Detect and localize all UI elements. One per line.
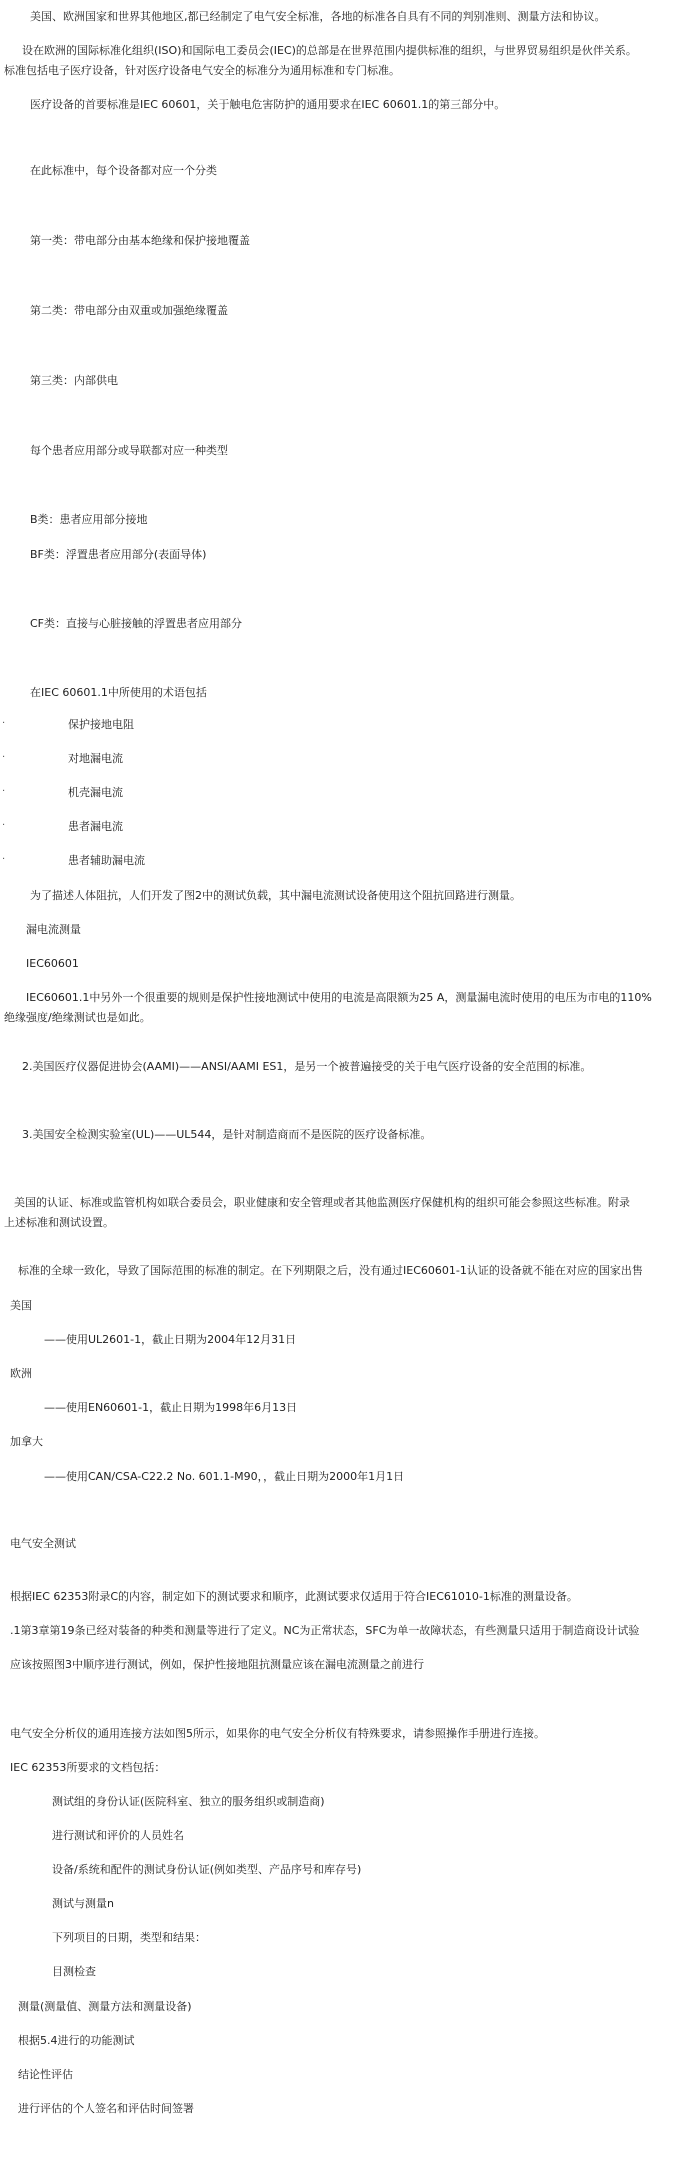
paragraph-us-agencies-line1: 美国的认证、标准或监管机构如联合委员会，职业健康和安全管理或者其他监测医疗保健机构的组织可能会参照这些标准。附录 [14,1196,630,1209]
list-bullet: · [2,854,6,865]
list-item: 保护接地电阻 [68,718,134,731]
paragraph-class-intro: 在此标准中，每个设备都对应一个分类 [30,164,217,177]
list-item: 下列项目的日期，类型和结果： [52,1931,206,1944]
list-item: 根据5.4进行的功能测试 [18,2034,135,2047]
paragraph-iec-rule-line1: IEC60601.1中另外一个很重要的规则是保护性接地测试中使用的电流是高限额为25 A，测量漏电流时使用的电压为市电的110% [26,991,652,1004]
list-item: 目测检查 [52,1965,96,1978]
heading-electrical-safety-test: 电气安全测试 [10,1537,76,1550]
paragraph-aami: 2.美国医疗仪器促进协会(AAMI)——ANSI/AAMI ES1，是另一个被普遍接受的关于电气医疗设备的安全范围的标准。 [22,1060,592,1073]
list-item: 机壳漏电流 [68,786,123,799]
paragraph-iec-rule-line2: 绝缘强度/绝缘测试也是如此。 [4,1011,151,1024]
list-item: 患者漏电流 [68,820,123,833]
list-bullet: · [2,786,6,797]
list-item: 测量(测量值、测量方法和测量设备) [18,2000,192,2013]
class-one: 第一类：带电部分由基本绝缘和保护接地覆盖 [30,234,250,247]
list-item: 测试与测量n [52,1897,114,1910]
paragraph-patient-types: 每个患者应用部分或导联都对应一种类型 [30,444,228,457]
paragraph-standards-intro: 美国、欧洲国家和世界其他地区,都已经制定了电气安全标准，各地的标准各自具有不同的判别准则、测量方法和协议。 [30,10,606,23]
label-iec60601: IEC60601 [26,957,79,970]
paragraph-definitions-line2: 应该按照图3中顺序进行测试，例如，保护性接地阻抗测量应该在漏电流测量之前进行 [10,1658,424,1671]
region-eu: 欧洲 [10,1367,32,1380]
paragraph-iso-iec-line2: 标准包括电子医疗设备，针对医疗设备电气安全的标准分为通用标准和专门标准。 [4,64,400,77]
class-two: 第二类：带电部分由双重或加强绝缘覆盖 [30,304,228,317]
list-bullet: · [2,718,6,729]
class-three: 第三类：内部供电 [30,374,118,387]
deadline-ca: ——使用CAN/CSA-C22.2 No. 601.1-M90，，截止日期为2000年1月1日 [44,1470,405,1483]
type-cf: CF类：直接与心脏接触的浮置患者应用部分 [30,617,243,630]
type-b: B类：患者应用部分接地 [30,513,148,526]
list-item: 设备/系统和配件的测试身份认证(例如类型、产品序号和库存号) [52,1863,362,1876]
region-us: 美国 [10,1299,32,1312]
label-leakage-measure: 漏电流测量 [26,923,81,936]
list-item: 患者辅助漏电流 [68,854,145,867]
paragraph-globalization: 标准的全球一致化，导致了国际范围的标准的制定。在下列期限之后，没有通过IEC60601-1认证的设备就不能在对应的国家出售 [18,1264,643,1277]
region-ca: 加拿大 [10,1435,43,1448]
list-item: 对地漏电流 [68,752,123,765]
paragraph-definitions-line1: .1第3章第19条已经对装备的种类和测量等进行了定义。NC为正常状态，SFC为单一故障状态，有些测量只适用于制造商设计试验 [10,1624,640,1637]
deadline-us: ——使用UL2601-1，截止日期为2004年12月31日 [44,1333,297,1346]
list-item: 进行评估的个人签名和评估时间签署 [18,2102,194,2115]
paragraph-connection: 电气安全分析仪的通用连接方法如图5所示，如果你的电气安全分析仪有特殊要求，请参照操作手册进行连接。 [10,1727,545,1740]
paragraph-ul: 3.美国安全检测实验室(UL)——UL544，是针对制造商而不是医院的医疗设备标准。 [22,1128,432,1141]
deadline-eu: ——使用EN60601-1，截止日期为1998年6月13日 [44,1401,298,1414]
list-bullet: · [2,752,6,763]
paragraph-doc-requirements: IEC 62353所要求的文档包括： [10,1761,166,1774]
paragraph-us-agencies-line2: 上述标准和测试设置。 [4,1216,114,1229]
paragraph-iec62353-appendix: 根据IEC 62353附录C的内容，制定如下的测试要求和顺序，此测试要求仅适用于符合IEC61010-1标准的测量设备。 [10,1590,578,1603]
list-item: 测试组的身份认证(医院科室、独立的服务组织或制造商) [52,1795,325,1808]
paragraph-iso-iec-line1: 设在欧洲的国际标准化组织(ISO)和国际电工委员会(IEC)的总部是在世界范围内提供标准的组织，与世界贸易组织是伙伴关系。 [22,44,637,57]
paragraph-impedance: 为了描述人体阻抗，人们开发了图2中的测试负载，其中漏电流测试设备使用这个阻抗回路进行测量。 [30,889,521,902]
type-bf: BF类：浮置患者应用部分(表面导体) [30,548,207,561]
paragraph-iec60601: 医疗设备的首要标准是IEC 60601，关于触电危害防护的通用要求在IEC 60601.1的第三部分中。 [30,98,506,111]
list-bullet: · [2,820,6,831]
paragraph-terms-intro: 在IEC 60601.1中所使用的术语包括 [30,686,207,699]
list-item: 进行测试和评价的人员姓名 [52,1829,184,1842]
list-item: 结论性评估 [18,2068,73,2081]
